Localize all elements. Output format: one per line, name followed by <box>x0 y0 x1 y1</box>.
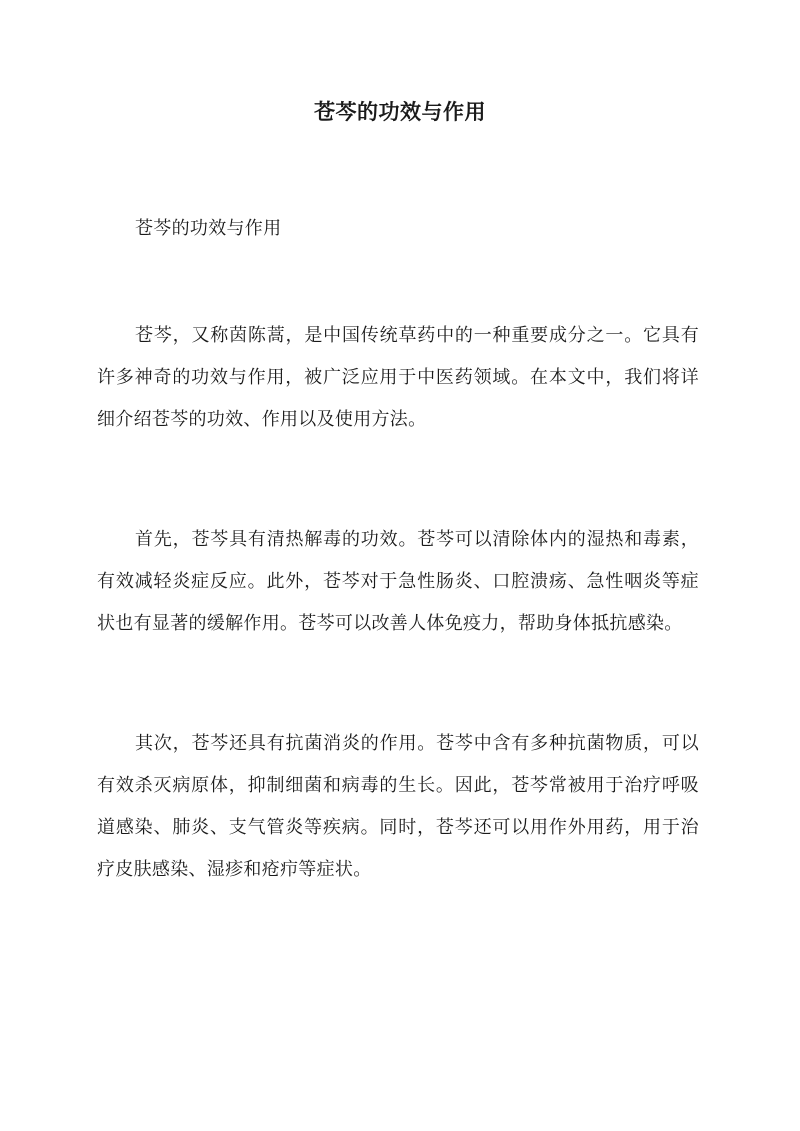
document-title: 苍芩的功效与作用 <box>314 99 486 124</box>
paragraph-2: 首先，苍芩具有清热解毒的功效。苍芩可以清除体内的湿热和毒素，有效减轻炎症反应。此外，苍芩对于急性肠炎、口腔溃疡、急性咽炎等症状也有显著的缓解作用。苍芩可以改善人体免疫力，帮助身体抵抗感染。 <box>97 529 699 634</box>
paragraph-1: 苍芩，又称茵陈蒿，是中国传统草药中的一种重要成分之一。它具有许多神奇的功效与作用，被广泛应用于中医药领域。在本文中，我们将详细介绍苍芩的功效、作用以及使用方法。 <box>97 325 699 430</box>
document-subtitle: 苍芩的功效与作用 <box>135 218 282 239</box>
paragraph-3: 其次，苍芩还具有抗菌消炎的作用。苍芩中含有多种抗菌物质，可以有效杀灭病原体，抑制细菌和病毒的生长。因此，苍芩常被用于治疗呼吸道感染、肺炎、支气管炎等疾病。同时，苍芩还可以用作外用药，用于治疗皮肤感染、湿疹和疮疖等症状。 <box>97 733 699 880</box>
